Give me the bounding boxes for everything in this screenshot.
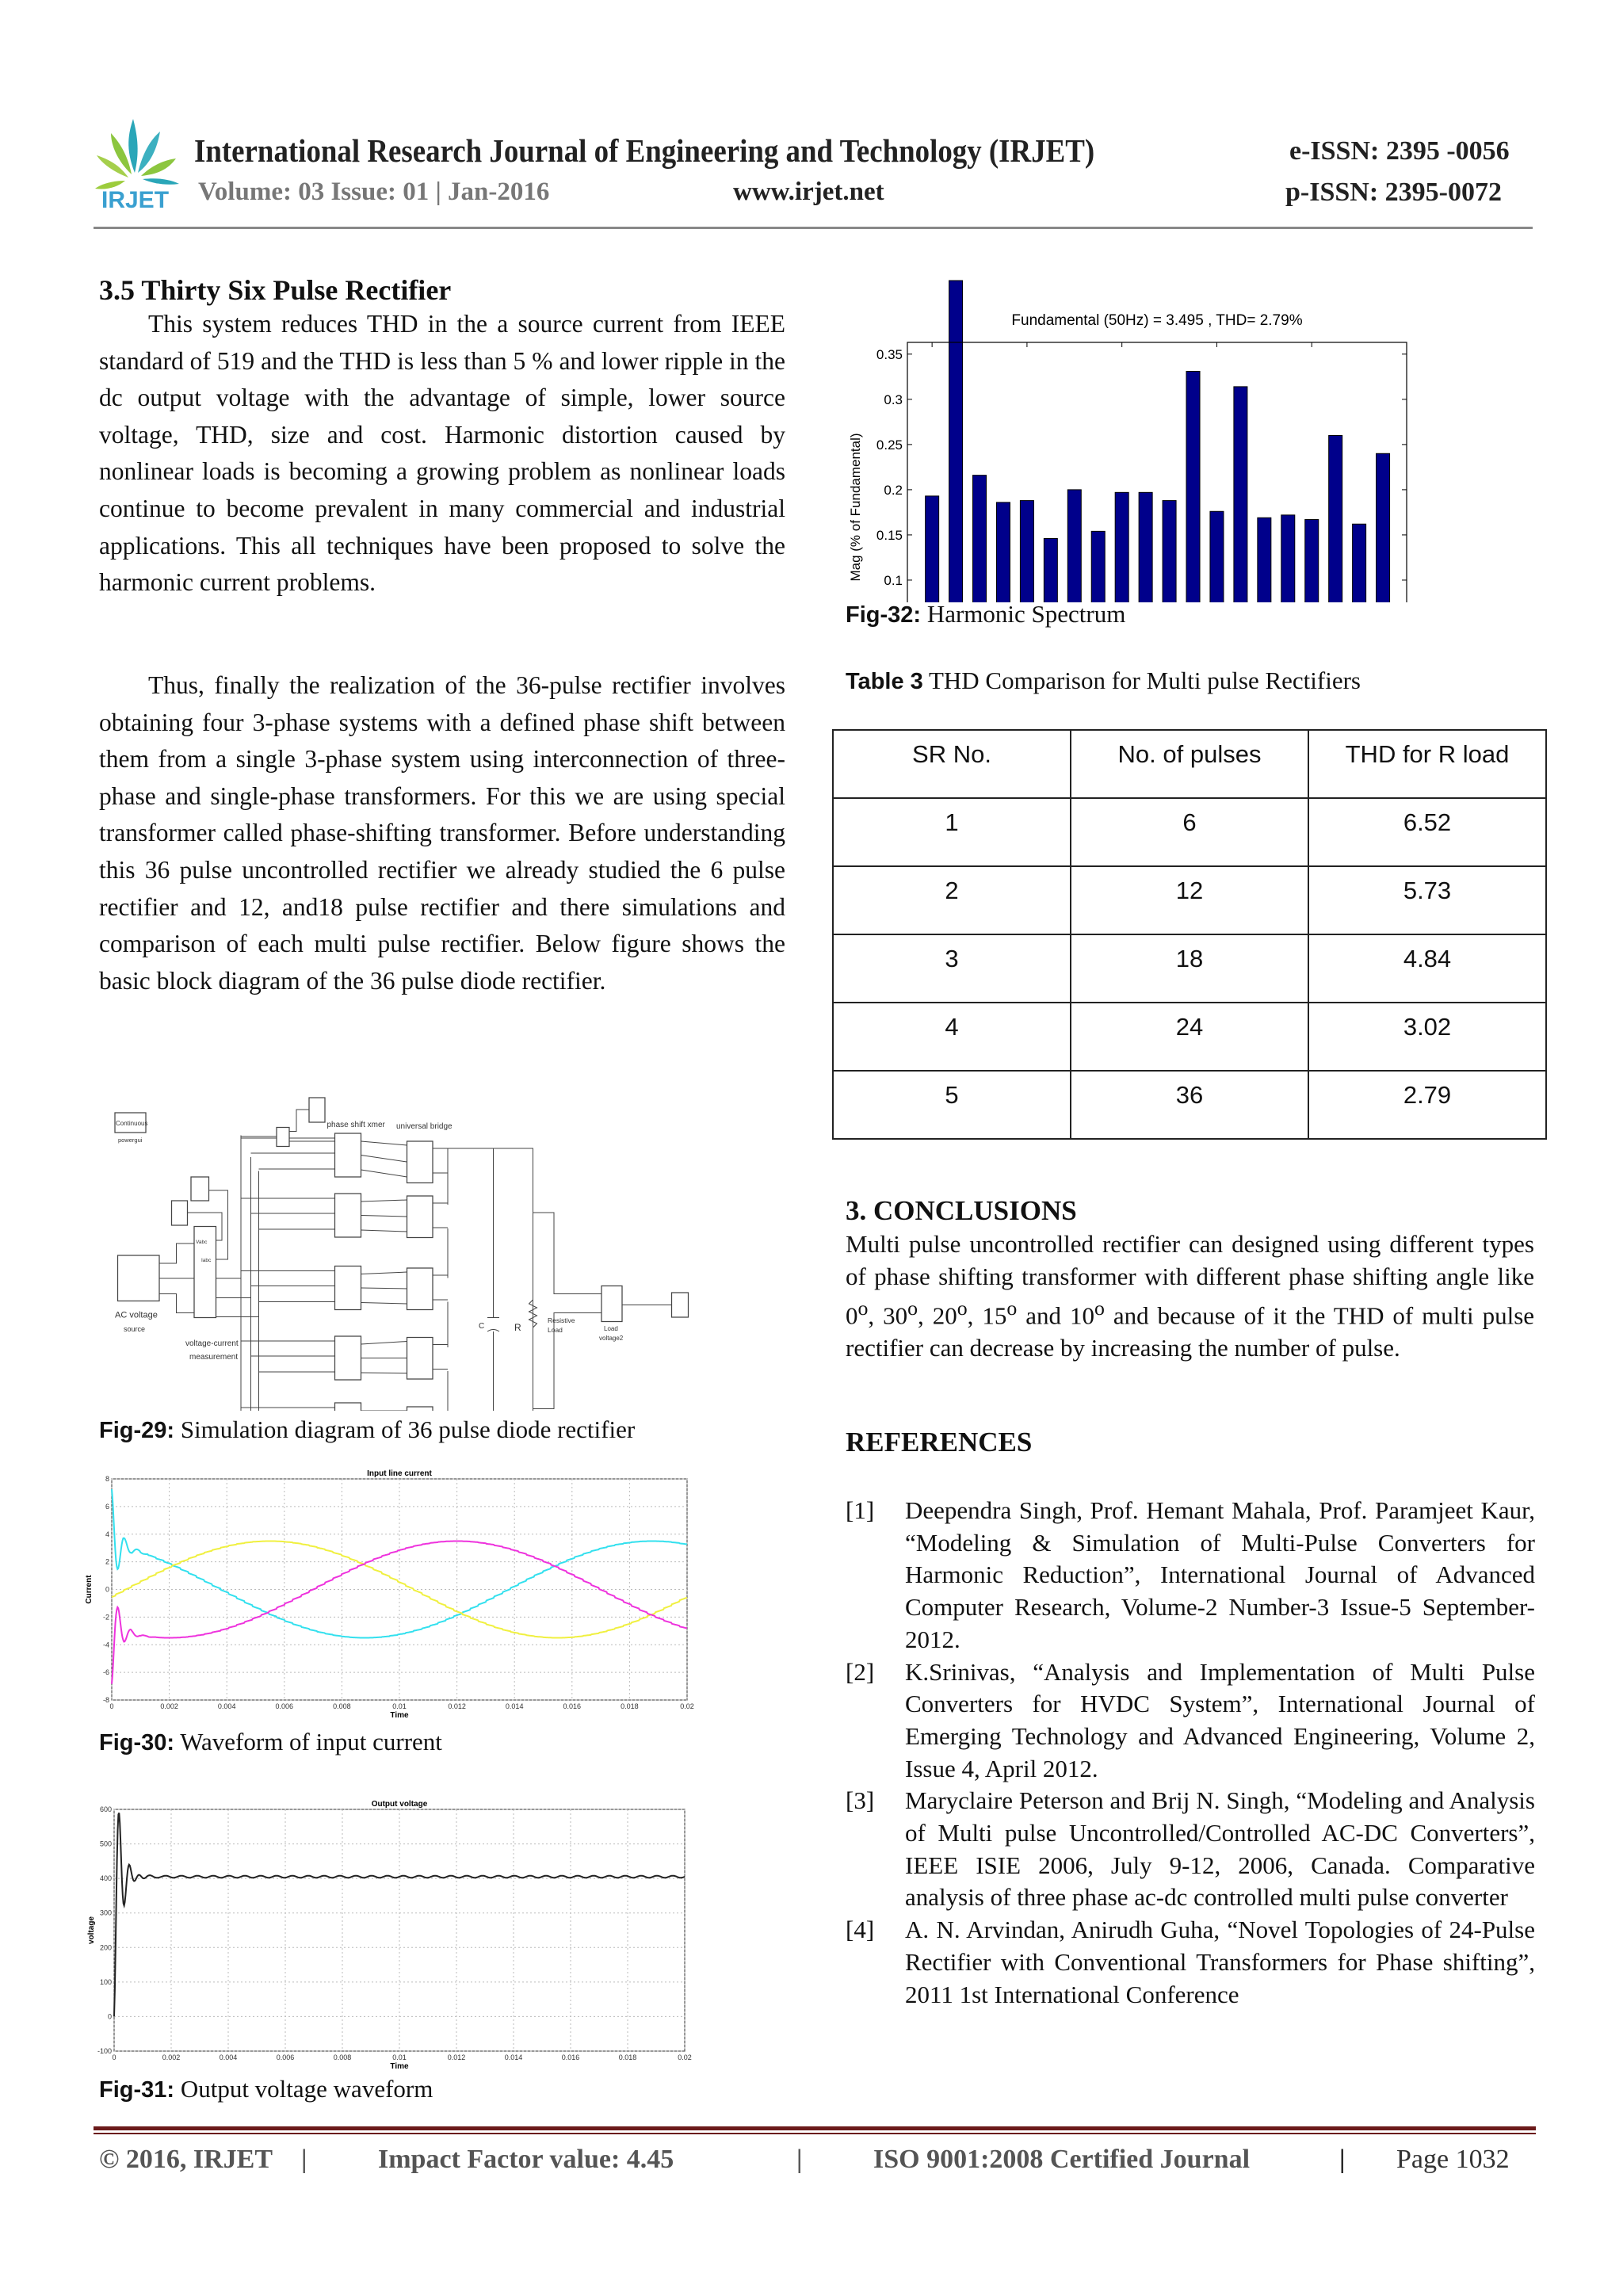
y-tick-label: 0.25 (876, 437, 903, 453)
bar (996, 502, 1010, 602)
load-voltage-label: Load (604, 1325, 618, 1332)
fig29-caption-text: Simulation diagram of 36 pulse diode rectifier (174, 1415, 636, 1443)
table-row (833, 1071, 1546, 1139)
bar (973, 476, 987, 602)
logo-text: IRJET (101, 187, 170, 212)
conclusions-title: 3. CONCLUSIONS (846, 1195, 1077, 1226)
resistor-label: R (514, 1322, 521, 1333)
table-caption (846, 667, 1361, 695)
y-tick-label: 0 (107, 2012, 112, 2021)
x-tick-label: 0.006 (276, 2053, 295, 2061)
wire (361, 1170, 407, 1177)
header-sr-no: SR No. (833, 730, 1071, 798)
transformer-block (335, 1336, 361, 1380)
bar (1139, 492, 1152, 602)
x-tick-label: 0 (109, 1702, 114, 1710)
bar (1067, 490, 1081, 602)
table-row (833, 934, 1546, 1003)
table-cell: 3.02 (1308, 1003, 1546, 1071)
table-cell: 36 (1071, 1071, 1308, 1139)
x-tick-label: 0.02 (678, 2053, 692, 2061)
x-tick-label: 0.012 (447, 2053, 466, 2061)
wire (361, 1216, 407, 1217)
reference-item (846, 1656, 1535, 1786)
fig32-label: Fig-32: (846, 602, 922, 628)
irjet-logo (94, 117, 182, 212)
chart-title: Input line current (367, 1469, 432, 1478)
fig32-caption (846, 600, 1125, 628)
chart-title: Output voltage (371, 1800, 428, 1809)
x-tick-label: 0.014 (505, 1702, 524, 1710)
x-axis-label: Time (390, 1711, 409, 1720)
references-list (846, 1495, 1535, 2011)
iabc-port: Iabc (201, 1258, 212, 1263)
y-tick-label: 2 (105, 1557, 109, 1566)
reference-number: [3] (846, 1786, 875, 1815)
scope-block (672, 1293, 689, 1317)
diode-bridge-block (407, 1268, 433, 1310)
y-tick-label: 0.1 (884, 572, 903, 588)
table-cell: 4 (833, 1003, 1071, 1071)
y-tick-label: 0.35 (876, 346, 903, 362)
footer-iso: ISO 9001:2008 Certified Journal (873, 2145, 1251, 2174)
y-tick-label: 0.15 (876, 527, 903, 543)
conclusions-text-1: Multi pulse uncontrolled rectifier can designed using different types of phase shifting transformer with different phase shifting angle like 0 (846, 1230, 1534, 1330)
reference-item (846, 1495, 1535, 1656)
x-tick-label: 0.004 (219, 2053, 238, 2061)
x-tick-label: 0.008 (333, 1702, 351, 1710)
x-tick-label: 0.014 (504, 2053, 523, 2061)
input-current-chart (79, 1465, 705, 1721)
bar (1210, 511, 1224, 602)
y-tick-label: 100 (99, 1977, 112, 1986)
x-tick-label: 0.018 (618, 2053, 637, 2061)
load-voltage-block (601, 1286, 622, 1322)
transformer-block (335, 1194, 361, 1237)
reference-text: Maryclaire Peterson and Brij N. Singh, “Modeling and Analysis of Multi pulse Uncontrolled/Controlled AC-DC Converters”, IEEE ISIE 2006, July 9-12, 2006, Canada. Comparative analysis of three phase ac-dc controlled multi pulse converter (905, 1786, 1535, 1912)
wire (533, 1313, 602, 1409)
footer-copyright: © 2016, IRJET (99, 2145, 273, 2174)
powergui-label: powergui (118, 1137, 143, 1144)
diode-bridge-block (407, 1407, 433, 1411)
degree-mark: o (1006, 1297, 1018, 1320)
table-cell: 5 (833, 1071, 1071, 1139)
table-cell: 2.79 (1308, 1071, 1546, 1139)
table-row (833, 798, 1546, 866)
y-tick-label: -100 (97, 2047, 112, 2055)
x-tick-label: 0 (112, 2053, 116, 2061)
degree-mark: o (857, 1297, 869, 1320)
bar (1163, 501, 1176, 602)
y-tick-label: 400 (99, 1874, 112, 1883)
header-thd: THD for R load (1308, 730, 1546, 798)
y-tick-label: -4 (102, 1641, 109, 1649)
reference-item (846, 1785, 1535, 1914)
y-tick-label: 4 (105, 1530, 109, 1538)
footer-divider-thin (94, 2133, 1536, 2134)
multiplex-block (277, 1128, 289, 1147)
x-tick-label: 0.008 (333, 2053, 352, 2061)
bar (1091, 531, 1105, 602)
scope-block (309, 1098, 325, 1122)
reference-number: [2] (846, 1657, 875, 1686)
table-cell: 5.73 (1308, 866, 1546, 934)
diode-bridge-block (407, 1196, 433, 1238)
conclusions-text-4: , 15 (967, 1301, 1007, 1330)
x-tick-label: 0.02 (680, 1702, 694, 1710)
bar (1044, 538, 1057, 602)
footer-page-number: Page 1032 (1396, 2145, 1510, 2174)
fig31-label: Fig-31: (99, 2077, 175, 2103)
table-cell: 4.84 (1308, 934, 1546, 1003)
x-tick-label: 0.016 (563, 1702, 582, 1710)
footer-separator: | (796, 2145, 803, 2174)
footer-separator: | (301, 2145, 307, 2174)
fig30-caption (99, 1728, 442, 1756)
header-divider (94, 227, 1533, 229)
conclusions-text (846, 1228, 1534, 1365)
x-tick-label: 0.002 (162, 2053, 181, 2061)
footer-divider (94, 2126, 1536, 2130)
table-caption-text: THD Comparison for Multi pulse Rectifiers (922, 667, 1361, 694)
ac-source-label-2: source (124, 1325, 146, 1333)
load-label: Resistive (548, 1316, 575, 1324)
bar (1115, 492, 1128, 602)
transformer-block (335, 1403, 361, 1411)
wire (361, 1141, 407, 1145)
bar (1305, 520, 1319, 602)
x-tick-label: 0.012 (448, 1702, 466, 1710)
p-issn: p-ISSN: 2395-0072 (1285, 178, 1502, 207)
reference-number: [1] (846, 1496, 875, 1524)
x-tick-label: 0.016 (561, 2053, 580, 2061)
y-tick-label: 200 (99, 1943, 112, 1952)
table-row (833, 866, 1546, 934)
header-pulses: No. of pulses (1071, 730, 1308, 798)
paragraph-2: Thus, finally the realization of the 36-pulse rectifier involves obtaining four 3-phase systems with a defined phase shift between them from a single 3-phase system using interconnection of three-phase and single-phase transformers. For this we are using special transformer called phase-shifting transformer. Before understanding this 36 pulse uncontrolled rectifier we already studied the 6 pulse rectifier and 12, and18 pulse rectifier and there simulations and comparison of each multi pulse rectifier. Below figure shows the basic block diagram of the 36 pulse diode rectifier. (99, 671, 785, 995)
footer-impact-factor: Impact Factor value: 4.45 (378, 2145, 674, 2174)
y-tick-label: 6 (105, 1502, 109, 1511)
fig31-caption-text: Output voltage waveform (174, 2075, 433, 2103)
bar (949, 281, 963, 602)
wire (533, 1213, 602, 1294)
y-tick-label: 0 (105, 1585, 109, 1594)
x-axis-label: Time (390, 2062, 409, 2071)
fig29-label: Fig-29: (99, 1418, 175, 1443)
bar (1234, 387, 1247, 602)
y-axis-label: Mag (% of Fundamental) (848, 433, 863, 582)
bridge-label: universal bridge (396, 1122, 453, 1131)
y-axis-label: Current (85, 1575, 94, 1604)
leaf-icon (95, 119, 179, 189)
load-voltage-label-2: voltage2 (599, 1335, 624, 1342)
phase-shift-label: phase shift xmer (327, 1121, 385, 1129)
capacitor-label: C (479, 1322, 485, 1331)
table-label: Table 3 (846, 669, 923, 694)
y-tick-label: 500 (99, 1839, 112, 1848)
table-cell: 3 (833, 934, 1071, 1003)
table-cell: 12 (1071, 866, 1308, 934)
wire (159, 1244, 194, 1263)
y-tick-label: 600 (99, 1805, 112, 1813)
degree-mark: o (1094, 1297, 1105, 1320)
transformer-block (335, 1266, 361, 1310)
reference-text: A. N. Arvindan, Anirudh Guha, “Novel Topologies of 24-Pulse Rectifier with Conventional Transformers for Phase shifting”, 2011 1st International Conference (905, 1916, 1535, 2008)
table-cell: 24 (1071, 1003, 1308, 1071)
y-tick-label: 300 (99, 1908, 112, 1917)
measurement-label: voltage-current (185, 1339, 239, 1348)
vabc-port: Vabc (196, 1240, 208, 1245)
table-cell: 18 (1071, 934, 1308, 1003)
bar (1377, 453, 1390, 602)
ac-source-label: AC voltage (115, 1310, 158, 1320)
fig31-caption (99, 2075, 433, 2103)
y-tick-label: -6 (102, 1668, 109, 1677)
bar (1329, 435, 1342, 602)
wire (361, 1230, 407, 1232)
wire (289, 1110, 309, 1132)
reference-number: [4] (846, 1916, 875, 1944)
wire (361, 1272, 407, 1274)
bar (1186, 371, 1200, 602)
x-tick-label: 0.006 (275, 1702, 294, 1710)
footer-separator: | (1339, 2145, 1346, 2174)
table-cell: 2 (833, 866, 1071, 934)
degree-mark: o (907, 1297, 918, 1320)
website-link[interactable]: www.irjet.net (733, 178, 884, 206)
section-title: 3.5 Thirty Six Pulse Rectifier (99, 274, 452, 306)
references-title: REFERENCES (846, 1427, 1033, 1457)
bar (1020, 501, 1033, 602)
degree-mark: o (957, 1297, 968, 1320)
y-axis-label: voltage (87, 1916, 96, 1945)
x-tick-label: 0.01 (392, 2053, 407, 2061)
wire (159, 1294, 194, 1313)
y-tick-label: 8 (105, 1475, 109, 1483)
conclusions-text-3: , 20 (918, 1301, 957, 1330)
powergui-box-label: Continuous (116, 1120, 148, 1127)
paragraph-1: This system reduces THD in the a source current from IEEE standard of 519 and the THD is less than 5 % and lower ripple in the dc output voltage with the advantage of simple, lower source voltage, THD, size and cost. Harmonic distortion caused by nonlinear loads is becoming a growing problem as nonlinear loads continue to become prevalent in many commercial and industrial applications. This all techniques have been proposed to solve the harmonic current problems. (99, 310, 785, 597)
x-tick-label: 0.002 (160, 1702, 178, 1710)
thd-comparison-table (832, 729, 1547, 1140)
conclusions-text-6: and because of it the THD of multi pulse rectifier can decrease by increasing the number of pulse. (846, 1301, 1535, 1362)
conclusions-text-5: and 10 (1017, 1301, 1094, 1330)
transformer-block (335, 1133, 361, 1177)
load-label-2: Load (548, 1326, 563, 1334)
table-cell: 1 (833, 798, 1071, 866)
table-row (833, 1003, 1546, 1071)
x-tick-label: 0.004 (217, 1702, 236, 1710)
fig30-label: Fig-30: (99, 1730, 175, 1755)
measurement-label-2: measurement (189, 1353, 239, 1362)
reference-text: Deependra Singh, Prof. Hemant Mahala, Prof. Paramjeet Kaur, “Modeling & Simulation of Multi-Pulse Converters for Harmonic Reduction”, International Journal of Advanced Computer Research, Volume-2 Number-3 Issue-5 September-2012. (905, 1496, 1535, 1653)
scope-block (172, 1201, 188, 1225)
journal-title: International Research Journal of Engineering and Technology (IRJET) (194, 132, 1095, 169)
wire (361, 1156, 407, 1163)
fig32-caption-text: Harmonic Spectrum (921, 600, 1126, 628)
wire (361, 1303, 407, 1305)
reference-item (846, 1914, 1535, 2011)
y-tick-label: 0.2 (884, 482, 903, 498)
bar (1281, 515, 1295, 602)
diode-bridge-block (407, 1141, 433, 1183)
bar (1353, 524, 1366, 602)
reference-text: K.Srinivas, “Analysis and Implementation of Multi Pulse Converters for HVDC System”, International Journal of Emerging Technology and Advanced Engineering, Volume 2, Issue 4, April 2012. (905, 1657, 1535, 1782)
scope-block (191, 1177, 209, 1201)
e-issn: e-ISSN: 2395 -0056 (1289, 136, 1510, 166)
output-voltage-chart (79, 1790, 705, 2072)
wire (361, 1342, 407, 1345)
diode-bridge-block (407, 1338, 433, 1380)
table-header-row (833, 730, 1546, 798)
conclusions-text-2: , 30 (868, 1301, 908, 1330)
table-cell: 6 (1071, 798, 1308, 866)
bar (926, 496, 939, 602)
ac-source-block (118, 1255, 160, 1301)
fig29-caption (99, 1415, 635, 1444)
harmonic-spectrum-chart (840, 262, 1442, 602)
fig30-caption-text: Waveform of input current (174, 1728, 442, 1755)
volume-issue: Volume: 03 Issue: 01 | Jan-2016 (198, 178, 550, 206)
wire (361, 1288, 407, 1289)
bar (1258, 518, 1271, 602)
wire (361, 1200, 407, 1201)
y-tick-label: -2 (102, 1613, 109, 1622)
y-tick-label: -8 (102, 1696, 109, 1704)
chart-title: Fundamental (50Hz) = 3.495 , THD= 2.79% (1011, 312, 1303, 329)
table-cell: 6.52 (1308, 798, 1546, 866)
x-tick-label: 0.01 (392, 1702, 407, 1710)
x-tick-label: 0.018 (621, 1702, 639, 1710)
y-tick-label: 0.3 (884, 392, 903, 407)
simulation-diagram (95, 1094, 713, 1411)
capacitor-icon (487, 1318, 499, 1332)
